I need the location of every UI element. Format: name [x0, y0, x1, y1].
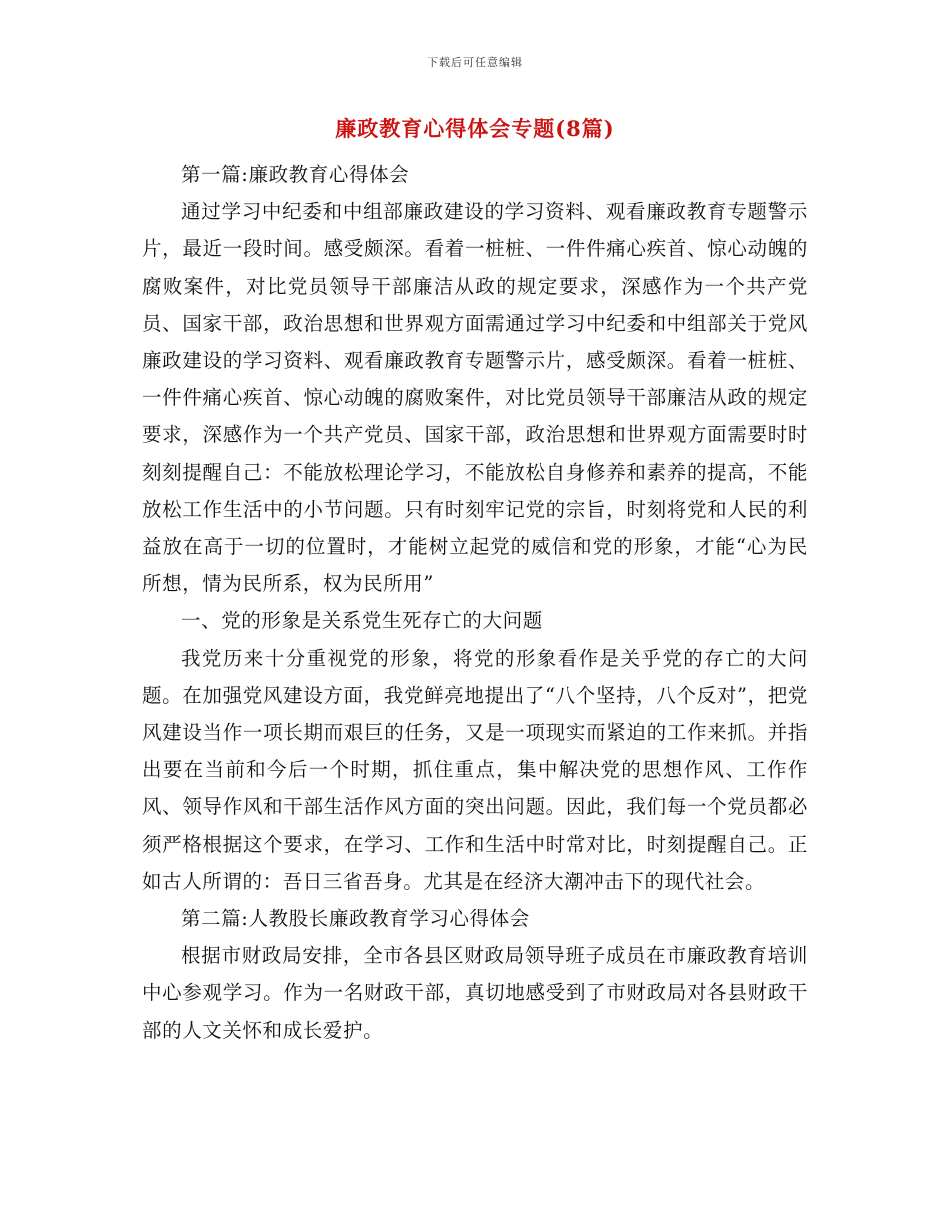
page-header-note: 下载后可任意编辑	[427, 56, 523, 69]
section-heading-part-1: 第一篇:廉政教育心得体会	[181, 163, 410, 186]
document-title: 廉政教育心得体会专题(8篇)	[335, 116, 615, 141]
document-body	[142, 156, 808, 1049]
body-paragraph: 我党历来十分重视党的形象，将党的形象看作是关乎党的存亡的大问题。在加强党风建设方面，我党鲜亮地提出了“八个坚持，八个反对”，把党风建设当作一项长期而艰巨的任务，又是一项现实而紧迫的工作来抓。并指出要在当前和今后一个时期，抓住重点，集中解决党的思想作风、工作作风、领导作风和干部生活作风方面的突出问题。因此，我们每一个党员都必须严格根据这个要求，在学习、工作和生活中时常对比，时刻提醒自己。正如古人所谓的：吾日三省吾身。尤其是在经济大潮冲击下的现代社会。	[142, 646, 808, 893]
subsection-heading: 一、党的形象是关系党生死存亡的大问题	[181, 609, 543, 633]
body-paragraph: 根据市财政局安排，全市各县区财政局领导班子成员在市廉政教育培训中心参观学习。作为一名财政干部，真切地感受到了市财政局对各县财政干部的人文关怀和成长爱护。	[142, 944, 808, 1042]
section-heading-part-2: 第二篇:人教股长廉政教育学习心得体会	[181, 907, 530, 931]
body-paragraph: 通过学习中纪委和中组部廉政建设的学习资料、观看廉政教育专题警示片，最近一段时间。感受颇深。看着一桩桩、一件件痛心疾首、惊心动魄的腐败案件，对比党员领导干部廉洁从政的规定要求，深感作为一个共产党员、国家干部，政治思想和世界观方面需通过学习中纪委和中组部关于党风廉政建设的学习资料、观看廉政教育专题警示片，感受颇深。看着一桩桩、一件件痛心疾首、惊心动魄的腐败案件，对比党员领导干部廉洁从政的规定要求，深感作为一个共产党员、国家干部，政治思想和世界观方面需要时时刻刻提醒自己：不能放松理论学习，不能放松自身修养和素养的提高，不能放松工作生活中的小节问题。只有时刻牢记党的宗旨，时刻将党和人民的利益放在高于一切的位置时，才能树立起党的威信和党的形象，才能“心为民所想，情为民所系，权为民所用”	[142, 200, 808, 596]
